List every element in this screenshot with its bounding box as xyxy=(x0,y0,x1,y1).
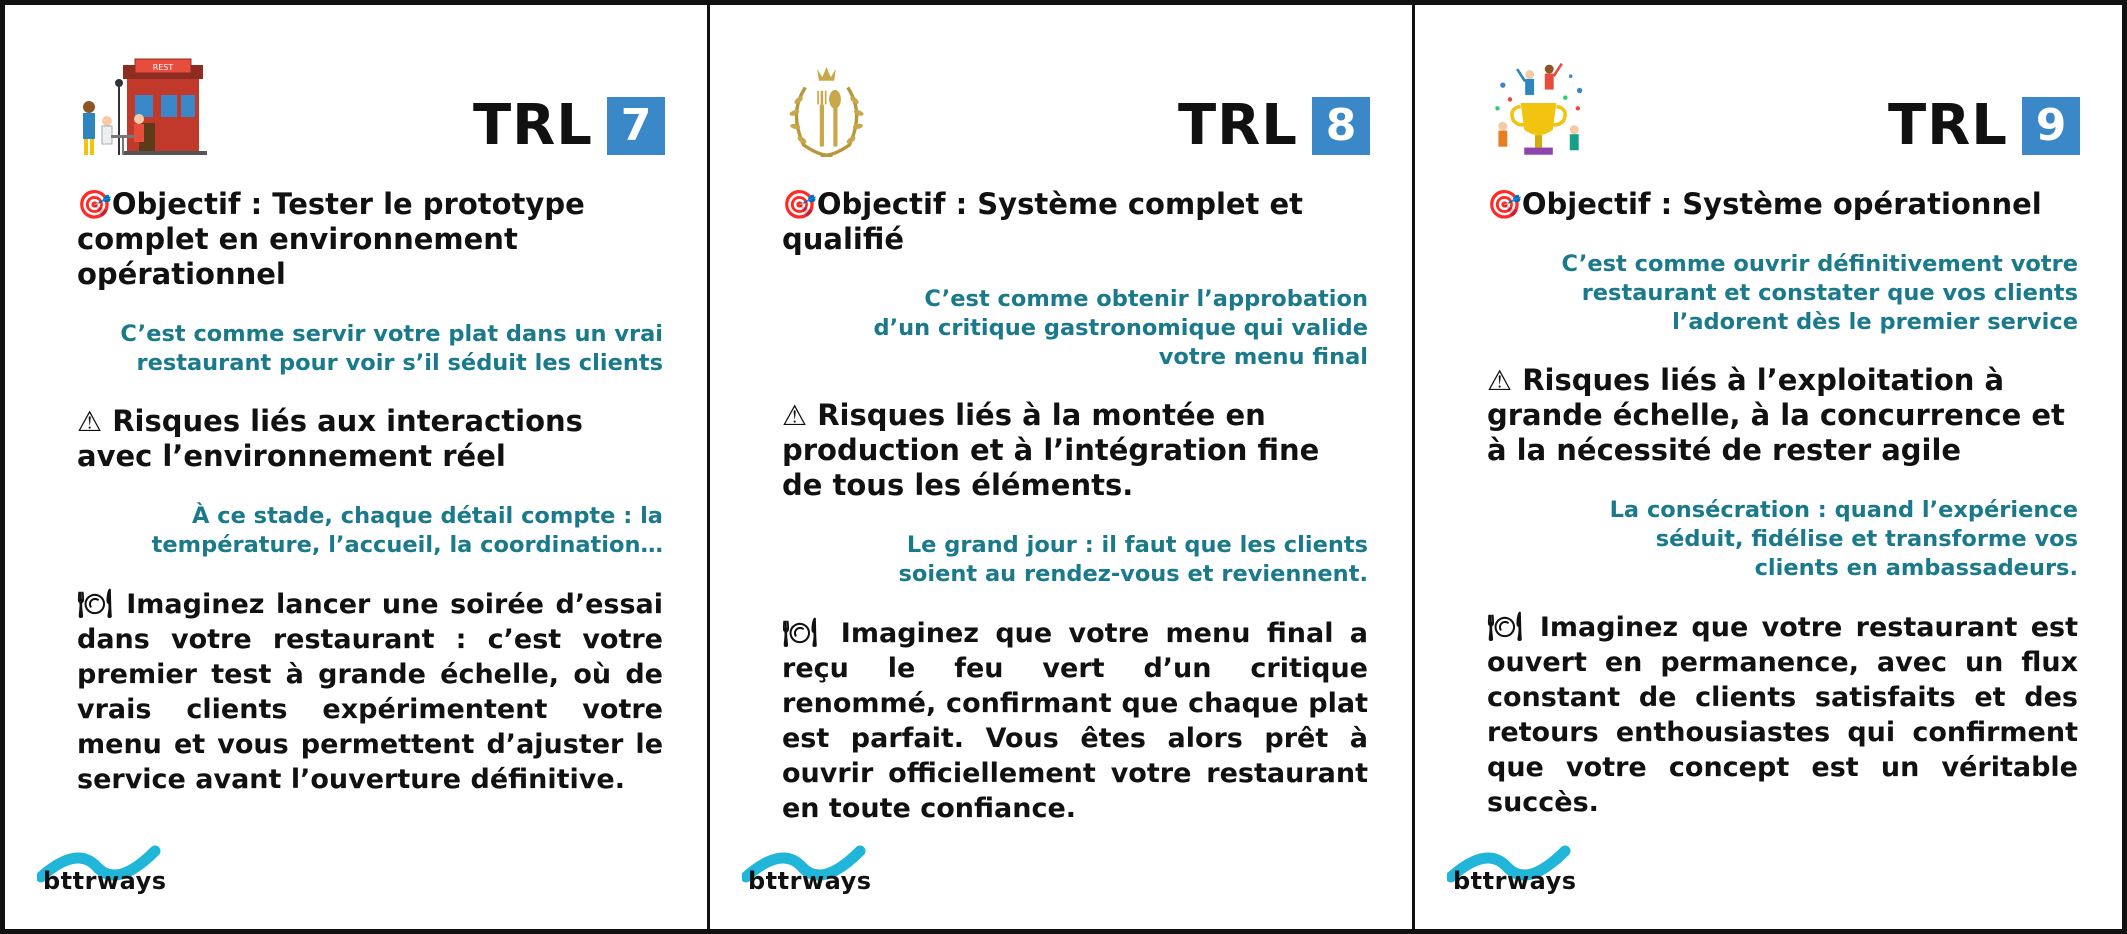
objective-heading xyxy=(782,187,1368,257)
trl-number-badge: 7 xyxy=(607,97,665,155)
trl-heading xyxy=(1888,93,2080,158)
risk-text: Risques liés aux interactions avec l’environnement réel xyxy=(77,404,583,473)
plate-cutlery-icon: 🍽 xyxy=(77,587,115,620)
imagine-text: Imaginez que votre restaurant est ouvert en permanence, avec un flux constant de clients satisfaits et des retours enthousiastes qui confirment que votre concept est un véritable succès. xyxy=(1487,612,2079,818)
bttrways-logo xyxy=(37,837,177,897)
trl-label: TRL xyxy=(472,93,593,158)
risk-text: Risques liés à la montée en production et à l’intégration fine de tous les éléments. xyxy=(782,398,1320,502)
card-content xyxy=(1487,187,2078,820)
card-content xyxy=(782,187,1368,826)
objective-text: Objectif : Système complet et qualifié xyxy=(782,187,1304,256)
trl-number-badge: 9 xyxy=(2022,97,2080,155)
plate-cutlery-icon: 🍽 xyxy=(1487,610,1527,643)
trophy-celebration-illustration xyxy=(1485,51,1601,171)
risk-quote: À ce stade, chaque détail compte : la température, l’accueil, la coordination… xyxy=(151,503,663,558)
objective-text: Objectif : Système opérationnel xyxy=(1521,187,2042,221)
restaurant-illustration xyxy=(77,55,207,173)
objective-heading xyxy=(77,187,663,292)
card-trl-9 xyxy=(1415,5,2122,929)
target-icon: 🎯 xyxy=(1487,188,1522,221)
card-trl-8 xyxy=(710,5,1415,929)
warning-icon: ⚠ xyxy=(782,399,808,432)
analogy-quote: C’est comme ouvrir définitivement votre restaurant et constater que vos clients l’adorent dès le premier service xyxy=(1561,251,2078,335)
card-content xyxy=(77,187,663,797)
bttrways-logo xyxy=(1447,837,1587,897)
risk-quote: La consécration : quand l’expérience séduit, fidélise et transforme vos clients en ambassadeurs. xyxy=(1609,497,2078,581)
risk-text: Risques liés à l’exploitation à grande échelle, à la concurrence et à la nécessité de rester agile xyxy=(1487,363,2065,467)
analogy-quote: C’est comme servir votre plat dans un vrai restaurant pour voir s’il séduit les clients xyxy=(120,321,663,376)
imagine-text: Imaginez que votre menu final a reçu le feu vert d’un critique renommé, confirmant que chaque plat est parfait. Vous êtes alors prêt à ouvrir officiellement votre restaurant en toute confiance. xyxy=(782,618,1368,824)
imagine-paragraph xyxy=(77,586,663,797)
objective-text: Objectif : Tester le prototype complet en environnement opérationnel xyxy=(77,187,585,291)
risk-heading xyxy=(77,404,663,474)
logo-text: bttrways xyxy=(748,867,872,895)
warning-icon: ⚠ xyxy=(77,405,103,438)
imagine-text: Imaginez lancer une soirée d’essai dans votre restaurant : c’est votre premier test à grande échelle, où de vrais clients expérimentent votre menu et vous permettent d’ajuster le service avant l’ouverture définitive. xyxy=(77,589,664,795)
svg-text:REST: REST xyxy=(152,63,174,72)
card-trl-7 xyxy=(5,5,710,929)
warning-icon: ⚠ xyxy=(1487,364,1513,397)
bttrways-logo xyxy=(742,837,882,897)
trl-heading xyxy=(473,93,665,158)
target-icon: 🎯 xyxy=(77,188,112,221)
objective-heading xyxy=(1487,187,2078,222)
trl-label: TRL xyxy=(1177,93,1298,158)
risk-heading xyxy=(1487,363,2078,468)
trl-number-badge: 8 xyxy=(1312,97,1370,155)
imagine-paragraph xyxy=(782,615,1368,826)
logo-text: bttrways xyxy=(43,867,167,895)
fork-spoon-laurel-illustration xyxy=(780,53,890,171)
trl-label: TRL xyxy=(1887,93,2008,158)
plate-cutlery-icon: 🍽 xyxy=(782,616,825,649)
imagine-paragraph xyxy=(1487,609,2078,820)
trl-heading xyxy=(1178,93,1370,158)
target-icon: 🎯 xyxy=(782,188,817,221)
risk-heading xyxy=(782,398,1368,503)
risk-quote: Le grand jour : il faut que les clients soient au rendez-vous et reviennent. xyxy=(898,532,1368,587)
analogy-quote: C’est comme obtenir l’approbation d’un critique gastronomique qui valide votre menu final xyxy=(873,286,1368,370)
logo-text: bttrways xyxy=(1453,867,1577,895)
